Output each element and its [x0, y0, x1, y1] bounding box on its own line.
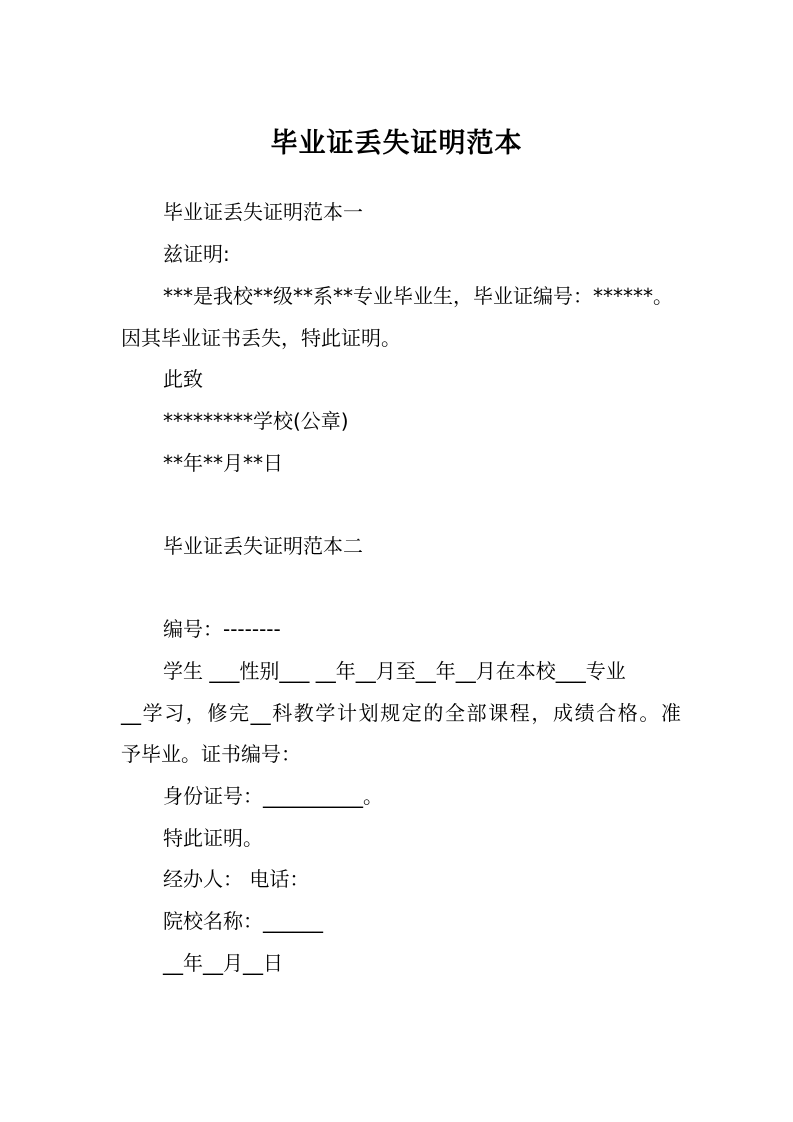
sample1-date: **年**月**日 — [163, 451, 283, 475]
sample2-school-name: 院校名称：______ — [163, 909, 323, 933]
sample2-body-line2: __学习，修完__科教学计划规定的全部课程，成绩合格。准 — [121, 701, 681, 725]
sample2-date: __年__月__日 — [163, 951, 283, 975]
sample2-certify: 特此证明。 — [163, 826, 263, 850]
document-title: 毕业证丢失证明范本 — [270, 128, 523, 159]
sample2-heading: 毕业证丢失证明范本二 — [163, 534, 363, 558]
sample1-body-line1: ***是我校**级**系**专业毕业生，毕业证编号：******。 — [163, 284, 673, 308]
sample2-body-line3: 予毕业。证书编号： — [121, 742, 301, 766]
sample1-heading: 毕业证丢失证明范本一 — [163, 200, 363, 224]
sample2-contact: 经办人： 电话： — [163, 867, 310, 891]
sample1-signature: *********学校(公章) — [163, 409, 349, 433]
sample1-body-line2: 因其毕业证书丢失，特此证明。 — [121, 326, 401, 350]
sample1-salutation: 兹证明: — [163, 242, 230, 266]
sample2-id-line: 身份证号：__________。 — [163, 784, 383, 808]
sample2-body-line1: 学生 ___性别___ __年__月至__年__月在本校___专业 — [163, 659, 626, 683]
sample1-closing: 此致 — [163, 367, 203, 391]
sample2-number-line: 编号：-------- — [163, 617, 281, 641]
